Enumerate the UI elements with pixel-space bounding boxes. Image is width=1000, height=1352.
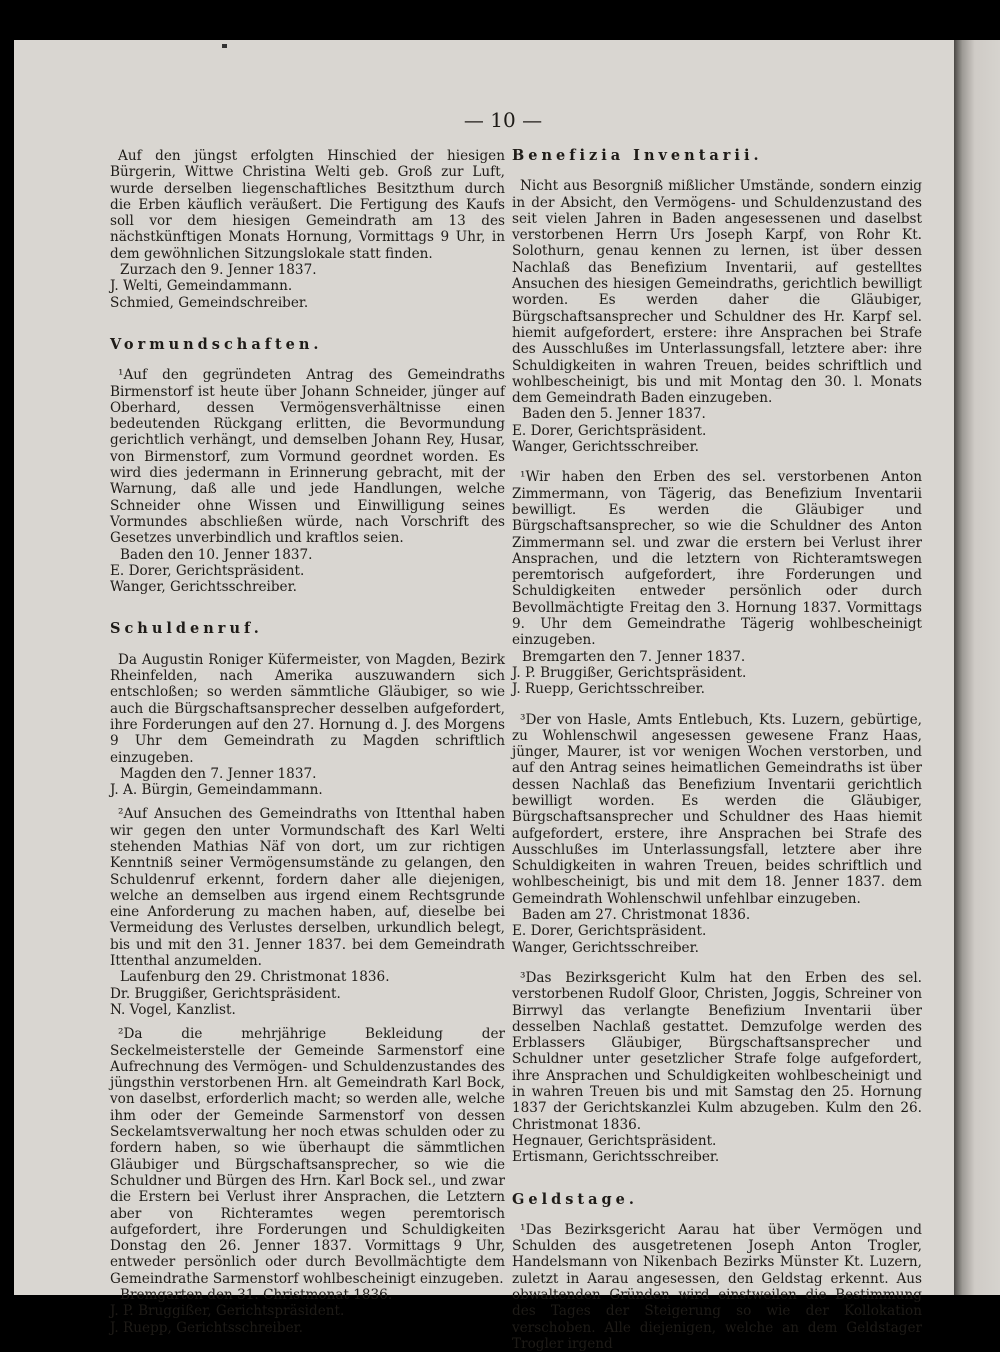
section-heading-benefizia-inventarii: Benefizia Inventarii. — [512, 147, 763, 164]
ink-mark — [222, 44, 227, 48]
signature: J. A. Bürgin, Gemeindammann. — [110, 782, 323, 799]
notice-bock: ²Da die mehrjährige Bekleidung der Seckelmeisterstelle der Gemeinde Sarmenstorf eine Aufrechnung des Vermögen- und Schuldenzustandes des jüngsthin verstorbenen Hrn. alt Gemeindrath Karl Bock, von daselbst, erforderlich macht; so werden alle, welche ihm oder der Gemeinde Sarmenstorf von dessen Seckelamtsverwaltung her noch etwas schulden oder zu fordern haben, so wie überhaupt die sämmtlichen Gläubiger und Bürgschaftsansprecher, so wie die Schuldner und Bürgen des Hrn. Karl Bock sel., und zwar die Erstern bei Verlust ihrer Ansprachen, die Letztern aber von Richteramtes wegen peremtorisch aufgefordert, ihre Forderungen und Schuldigkeiten Donstag den 26. Jenner 1837. Vormittags 9 Uhr, entweder persönlich oder durch Bevollmächtigte dem Gemeindrathe Sarmenstorf wohlbescheinigt einzugeben. — [110, 1026, 505, 1287]
notice-date: Bremgarten den 7. Jenner 1837. — [522, 648, 746, 665]
signature: J. P. Bruggißer, Gerichtspräsident. — [512, 664, 747, 681]
signature: E. Dorer, Gerichtspräsident. — [110, 562, 305, 579]
section-heading-vormundschaften: Vormundschaften. — [110, 335, 323, 353]
notice-naef: ²Auf Ansuchen des Gemeindraths von Ittenthal haben wir gegen den unter Vormundschaft des Karl Welti stehenden Mathias Näf von dort, um zur richtigen Kenntniß seiner Vermögensumstände zu gelangen, den Schuldenruf erkennt, fordern daher alle diejenigen, welche an demselben aus irgend einem Rechtsgrunde eine Anforderung zu machen haben, auf, dieselbe bei Vermeidung des Verlustes derselben, urkundlich belegt, bis und mit den 31. Jenner 1837. bei dem Gemeindrath Ittenthal anzumelden. — [110, 806, 505, 970]
signature: Wanger, Gerichtsschreiber. — [110, 579, 297, 596]
notice-date: Baden den 10. Jenner 1837. — [120, 546, 313, 563]
signature: Ertismann, Gerichtsschreiber. — [512, 1149, 720, 1166]
section-heading-geldstage: Geldstage. — [512, 1190, 638, 1208]
signature: Wanger, Gerichtsschreiber. — [512, 439, 699, 456]
notice-date: Magden den 7. Jenner 1837. — [120, 765, 317, 782]
notice-schneider: ¹Auf den gegründeten Antrag des Gemeindraths Birmenstorf ist heute über Johann Schneider, jünger auf Oberhard, dessen Vermögensverhältnisse einen bedeutenden Rückgang erlitten, die Bevormundung gerichtlich verhängt, und demselben Johann Rey, Husar, von Birmenstorf, zum Vormund geordnet worden. Es wird dies jedermann in Erinnerung gebracht, mit der Warnung, daß alle und jede Handlungen, welche Schneider ohne Wissen und Einwilligung seines Vormundes abschließen würde, nach Vorschrift des Gesetzes unverbindlich und kraftlos seien. — [110, 367, 505, 547]
signature: Schmied, Gemeindschreiber. — [110, 294, 309, 311]
signature: J. P. Bruggißer, Gerichtspräsident. — [110, 1303, 345, 1320]
notice-date: Bremgarten den 31. Christmonat 1836. — [120, 1287, 393, 1303]
notice-date: Laufenburg den 29. Christmonat 1836. — [120, 969, 390, 986]
notice-roniger: Da Augustin Roniger Küfermeister, von Magden, Bezirk Rheinfelden, nach Amerika auszuwandern sich entschloßen; so werden sämmtliche Gläubiger, so wie auch die Bürgschaftsansprecher desselben aufgefordert, ihre Forderungen auf den 27. Hornung d. J. des Morgens 9 Uhr dem Gemeindrath zu Magden schriftlich einzugeben. — [110, 651, 505, 766]
signature: E. Dorer, Gerichtspräsident. — [512, 422, 707, 439]
notice-date: Baden den 5. Jenner 1837. — [522, 406, 706, 423]
notice-welti: Auf den jüngst erfolgten Hinschied der hiesigen Bürgerin, Wittwe Christina Welti geb. Groß zur Luft, wurde derselben liegenschaftliches Besitzthum durch die Erben käuflich veräußert. Die Fertigung des Kaufs soll vor dem hiesigen Gemeindrath am 13 des nächstkünftigen Monats Hornung, Vormittags 9 Uhr, in dem gewöhnlichen Sitzungslokale statt finden. — [110, 148, 505, 262]
notice-date: Zurzach den 9. Jenner 1837. — [120, 262, 317, 279]
signature: J. Welti, Gemeindammann. — [110, 278, 293, 295]
signature: Dr. Bruggißer, Gerichtspräsident. — [110, 985, 341, 1002]
page-number: — 10 — — [463, 108, 543, 132]
notice-gloor: ³Das Bezirksgericht Kulm hat den Erben des sel. verstorbenen Rudolf Gloor, Christen, Joggis, Schreiner von Birrwyl das verlangte Benefizium Inventarii über desselben Nachlaß gestattet. Demzufolge werden des Erblassers Gläubiger, Bürgschaftsansprecher und Schuldner unter gesetzlicher Strafe folge aufgefordert, ihre Ansprachen und Schuldigkeiten wohlbescheinigt und in wahren Treuen bis und mit Samstag den 25. Hornung 1837 der Gerichtskanzlei Kulm abzugeben. Kulm den 26. Christmonat 1836. — [512, 969, 922, 1133]
page-edge-shadow — [954, 40, 1000, 1295]
signature: J. Ruepp, Gerichtsschreiber. — [110, 1319, 303, 1336]
left-column — [110, 148, 505, 1336]
signature: Hegnauer, Gerichtspräsident. — [512, 1132, 717, 1149]
notice-zimmermann: ¹Wir haben den Erben des sel. verstorbenen Anton Zimmermann, von Tägerig, das Benefizium Inventarii bewilligt. Es werden die Gläubiger und Bürgschaftsansprecher, so wie die Schuldner des Anton Zimmermann sel. und zwar die erstern bei Verlust ihrer Ansprachen, und die letztern von Richteramtswegen peremtorisch aufgefordert, ihre Forderungen und Schuldigkeiten entweder persönlich oder durch Bevollmächtigte Freitag den 3. Hornung 1837. Vormittags 9. Uhr dem Gemeindrathe Tägerig wohlbescheinigt einzugeben. — [512, 469, 922, 649]
notice-date: Baden am 27. Christmonat 1836. — [522, 907, 751, 924]
notice-trogler: ¹Das Bezirksgericht Aarau hat über Vermögen und Schulden des ausgetretenen Joseph Anton Trogler, Handelsmann von Nikenbach Bezirks Münster Kt. Luzern, zuletzt in Aarau angesessen, den Geldstag erkennt. Aus obwaltenden Gründen wird einstweilen die Bestimmung des Tages der Steigerung so wie der Kollokation verschoben. Alle diejenigen, welche an dem Geldstager Trogler irgend — [512, 1221, 922, 1352]
section-heading-schuldenruf: Schuldenruf. — [110, 620, 263, 638]
signature: N. Vogel, Kanzlist. — [110, 1001, 236, 1018]
notice-karpf: Nicht aus Besorgniß mißlicher Umstände, sondern einzig in der Absicht, den Vermögens- und Schuldenzustand des seit vielen Jahren in Baden angesessenen und daselbst verstorbenen Herrn Urs Joseph Karpf, von Rohr Kt. Solothurn, genau kennen zu lernen, ist über dessen Nachlaß das Benefizium Inventarii, auf gestelltes Ansuchen des hiesigen Gemeindraths, gerichtlich bewilligt worden. Es werden daher die Gläubiger, Bürgschaftsansprecher und Schuldner des Hr. Karpf sel. hiemit aufgefordert, erstere: ihre Ansprachen bei Strafe des Ausschlußes im Unterlassungsfall, letztere aber: ihre Schuldigkeiten in wahren Treuen, beides schriftlich und wohlbescheinigt, bis und mit Montag den 30. l. Monats dem Gemeindrath Baden einzugeben. — [512, 178, 922, 407]
signature: J. Ruepp, Gerichtsschreiber. — [512, 681, 705, 698]
right-column — [512, 148, 922, 1352]
notice-haas: ³Der von Hasle, Amts Entlebuch, Kts. Luzern, gebürtige, zu Wohlenschwil angesessen gewesene Franz Haas, jünger, Maurer, ist vor wenigen Wochen verstorben, und auf den Antrag seines heimatlichen Gemeindraths ist über dessen Nachlaß das Benefizium Inventarii gerichtlich bewilligt worden. Es werden die Gläubiger, Bürgschaftsansprecher und Schuldner des Haas hiemit aufgefordert, erstere, ihre Ansprachen bei Strafe des Ausschlußes im Unterlassungsfall, letztere aber ihre Schuldigkeiten in wahren Treuen, beides schriftlich und wohlbescheinigt, bis und mit dem 18. Jenner 1837. dem Gemeindrath Wohlenschwil unfehlbar einzugeben. — [512, 711, 922, 907]
signature: E. Dorer, Gerichtspräsident. — [512, 923, 707, 940]
signature: Wanger, Gerichtsschreiber. — [512, 939, 699, 956]
